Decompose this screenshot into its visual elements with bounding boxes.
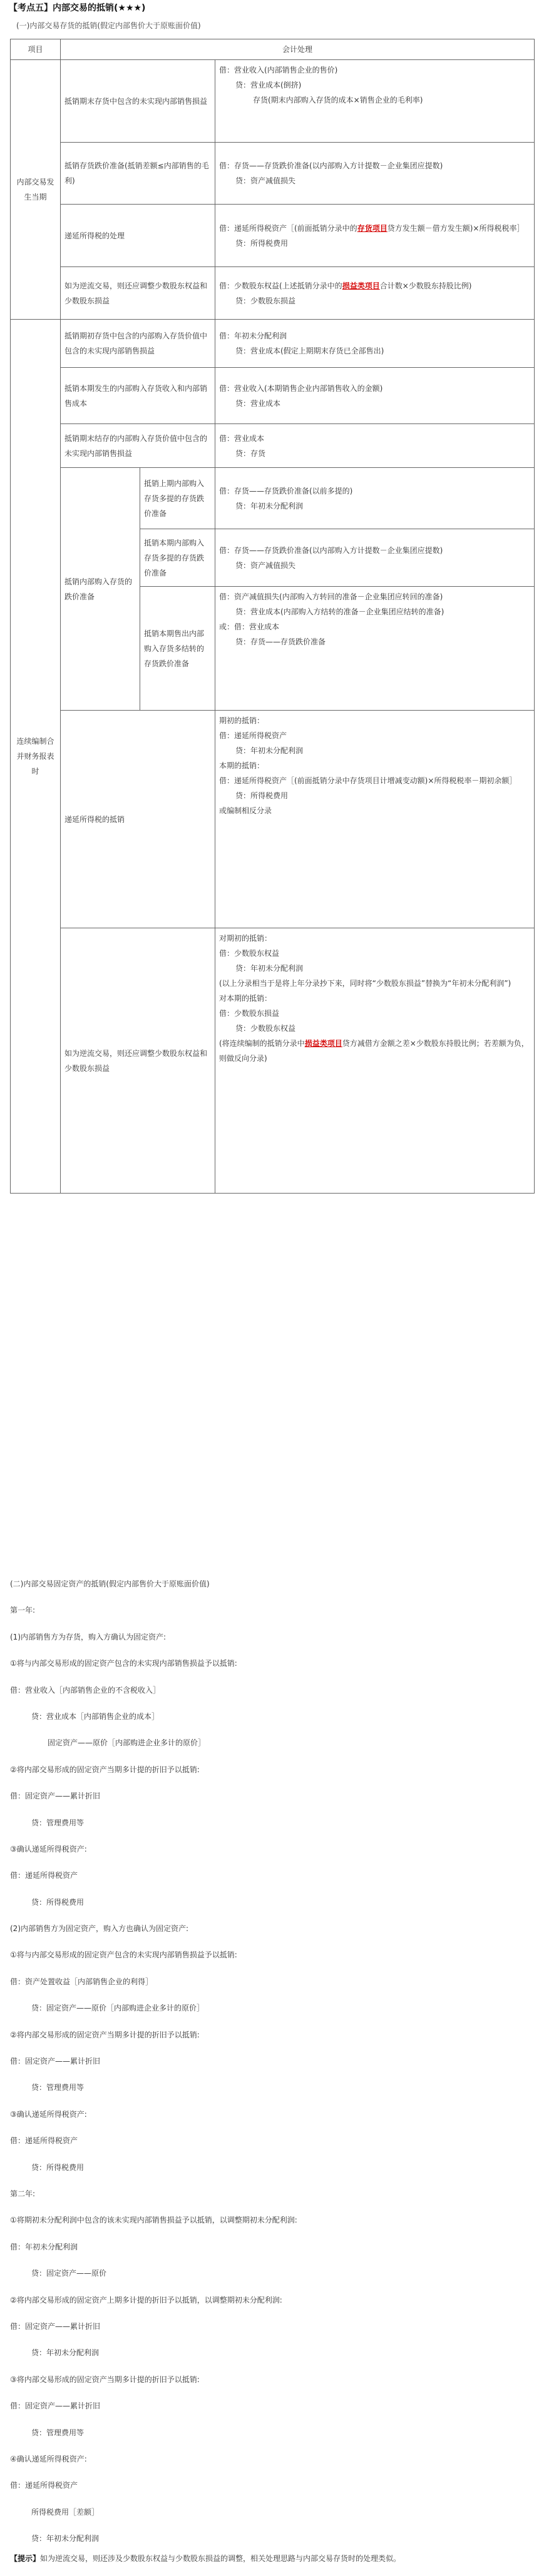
- row-entry: 借：资产减值损失(内部购入方转回的准备－企业集团应转回的准备) 贷：营业成本(内部购入方结转的准备－企业集团应结转的准备) 或：借：营业成本 贷：存货——存货跌价准备: [215, 587, 535, 711]
- row-entry: 期初的抵销： 借：递延所得税资产 贷：年初未分配利润 本期的抵销： 借：递延所得税资产［(前面抵销分录中存货项目计增减变动额)×所得税税率－期初余额］ 贷：所得税费用 或编制相反分录: [215, 711, 535, 928]
- row-item: 抵销期末存货中包含的未实现内部销售损益: [61, 60, 215, 143]
- entry-credit: 贷：年初未分配利润: [31, 2348, 100, 2358]
- step-text: ①将与内部交易形成的固定资产包含的未实现内部销售损益予以抵销:: [10, 1950, 237, 1960]
- row-entry: 借：营业成本 贷：存货: [215, 424, 535, 468]
- row-subitem: 抵销上期内部购入存货多提的存货跌价准备: [140, 468, 215, 529]
- row-item: 抵销存货跌价准备(抵销差额≤内部销售的毛利): [61, 143, 215, 205]
- row-subitem: 抵销本期内部购入存货多提的存货跌价准备: [140, 529, 215, 587]
- row-entry: 借：存货——存货跌价准备(以内部购入方计提数－企业集团应提数) 贷：资产减值损失: [215, 143, 535, 205]
- tip-note: [10, 2552, 536, 2565]
- group-first-period: 内部交易发生当期: [11, 60, 61, 320]
- step-text: ④确认递延所得税资产:: [10, 2454, 87, 2463]
- entry-debit: 借：营业收入［内部销售企业的不含税收入］: [10, 1685, 161, 1695]
- row-subitem: 抵销本期售出内部购入存货多结转的存货跌价准备: [140, 587, 215, 711]
- entry-credit: 贷：管理费用等: [31, 2428, 85, 2437]
- entry-credit: 贷：年初未分配利润: [31, 2534, 100, 2543]
- header-accounting: 会计处理: [61, 39, 535, 60]
- row-item: 抵销期初存货中包含的内部购入存货价值中包含的未实现内部销售损益: [61, 320, 215, 368]
- row-entry: 对期初的抵销： 借：少数股东权益 贷：年初未分配利润 (以上分录相当于是将上年分录抄下来，同时将“少数股东损益”替换为“年初未分配利润”) 对本期的抵销： 借：少数股东损益 贷：少数股东权益 (将连续编制的抵销分录中损益类项目贷方减借方金额之差×少数股东持股比例；若差额为负，则做反向分录): [215, 928, 535, 1194]
- row-entry: 借：营业收入(内部销售企业的售价) 贷：营业成本(倒挤) 存货(期末内部购入存货的成本×销售企业的毛利率): [215, 60, 535, 143]
- entry-credit: 贷：固定资产——原价: [31, 2269, 107, 2278]
- step-text: ③将内部交易形成的固定资产当期多计提的折旧予以抵销:: [10, 2375, 200, 2384]
- entry-debit: 借：年初未分配利润: [10, 2242, 78, 2251]
- case-heading: (1)内部销售方为存货，购入方确认为固定资产:: [10, 1632, 167, 1641]
- step-text: ②将内部交易形成的固定资产当期多计提的折旧予以抵销:: [10, 2030, 200, 2039]
- entry-debit: 借：递延所得税资产: [10, 2136, 78, 2146]
- group-consecutive-periods: 连续编制合并财务报表时: [11, 320, 61, 1194]
- entry-debit: 借：固定资产——累计折旧: [10, 2057, 101, 2066]
- row-entry: 借：存货——存货跌价准备(以前多提的) 贷：年初未分配利润: [215, 468, 535, 529]
- row-entry: 借：存货——存货跌价准备(以内部购入方计提数－企业集团应提数) 贷：资产减值损失: [215, 529, 535, 587]
- row-item: 抵销本期发生的内部购入存货收入和内部销售成本: [61, 368, 215, 424]
- entry-credit: 贷：固定资产——原价［内部购进企业多计的原价］: [31, 2004, 205, 2013]
- tip-label: 【提示】: [10, 2554, 41, 2563]
- row-entry: 借：递延所得税资产［(前面抵销分录中的存货项目贷方发生额－借方发生额)×所得税税率］ 贷：所得税费用: [215, 205, 535, 267]
- year-heading: 第二年:: [10, 2189, 36, 2198]
- step-text: ②将内部交易形成的固定资产当期多计提的折旧予以抵销:: [10, 1765, 200, 1774]
- case-heading: (2)内部销售方为固定资产，购入方也确认为固定资产:: [10, 1924, 189, 1934]
- row-item: 如为逆流交易，则还应调整少数股东权益和少数股东损益: [61, 267, 215, 320]
- step-text: ③确认递延所得税资产:: [10, 1844, 87, 1853]
- row-item: 抵销期末结存的内部购入存货价值中包含的未实现内部销售损益: [61, 424, 215, 468]
- entry-credit: 贷：管理费用等: [31, 2083, 85, 2092]
- section-heading: (二)内部交易固定资产的抵销(假定内部售价大于原账面价值): [10, 1580, 210, 1588]
- header-item: 项目: [11, 39, 61, 60]
- step-text: ①将与内部交易形成的固定资产包含的未实现内部销售损益予以抵销:: [10, 1659, 237, 1668]
- row-item: 递延所得税的抵销: [61, 711, 215, 928]
- entry-debit: 借：固定资产——累计折旧: [10, 1792, 101, 1801]
- entry-credit: 固定资产——原价［内部购进企业多计的原价］: [48, 1738, 206, 1748]
- entry-debit: 借：资产处置收益［内部销售企业的利得］: [10, 1977, 153, 1986]
- page-title: 【考点五】内部交易的抵销(★★★): [9, 3, 146, 13]
- entry-credit: 贷：所得税费用: [31, 2163, 85, 2172]
- inventory-elimination-table: [10, 39, 535, 1194]
- row-item: 抵销内部购入存货的跌价准备: [61, 468, 140, 711]
- row-entry: 借：营业收入(本期销售企业内部销售收入的金额) 贷：营业成本: [215, 368, 535, 424]
- entry-credit: 贷：管理费用等: [31, 1818, 85, 1827]
- row-item: 如为逆流交易，则还应调整少数股东权益和少数股东损益: [61, 928, 215, 1194]
- year-heading: 第一年:: [10, 1606, 36, 1615]
- entry-debit: 借：递延所得税资产: [10, 1871, 78, 1880]
- entry-debit: 借：固定资产——累计折旧: [10, 2321, 101, 2331]
- entry-debit: 借：递延所得税资产: [10, 2481, 78, 2490]
- entry-credit: 贷：营业成本［内部销售企业的成本］: [31, 1711, 160, 1721]
- tip-text: 如为逆流交易，则还涉及少数股东权益与少数股东损益的调整，相关处理思路与内部交易存货时的处理类似。: [40, 2554, 401, 2563]
- entry-debit: 借：固定资产——累计折旧: [10, 2401, 101, 2411]
- entry-debit: 所得税费用［差额］: [31, 2507, 100, 2517]
- step-text: ③确认递延所得税资产:: [10, 2109, 87, 2119]
- step-text: ②将内部交易形成的固定资产上期多计提的折旧予以抵销，以调整期初未分配利润:: [10, 2295, 282, 2305]
- row-item: 递延所得税的处理: [61, 205, 215, 267]
- row-entry: 借：年初未分配利润 贷：营业成本(假定上期期末存货已全部售出): [215, 320, 535, 368]
- entry-credit: 贷：所得税费用: [31, 1897, 85, 1907]
- fixed-asset-elimination-section: [10, 1578, 536, 2558]
- row-entry: 借：少数股东权益(上述抵销分录中的损益类项目合计数×少数股东持股比例) 贷：少数股东损益: [215, 267, 535, 320]
- step-text: ①将期初未分配利润中包含的该未实现内部销售损益予以抵销，以调整期初未分配利润:: [10, 2216, 297, 2225]
- section-subtitle: (一)内部交易存货的抵销(假定内部售价大于原账面价值): [16, 21, 201, 30]
